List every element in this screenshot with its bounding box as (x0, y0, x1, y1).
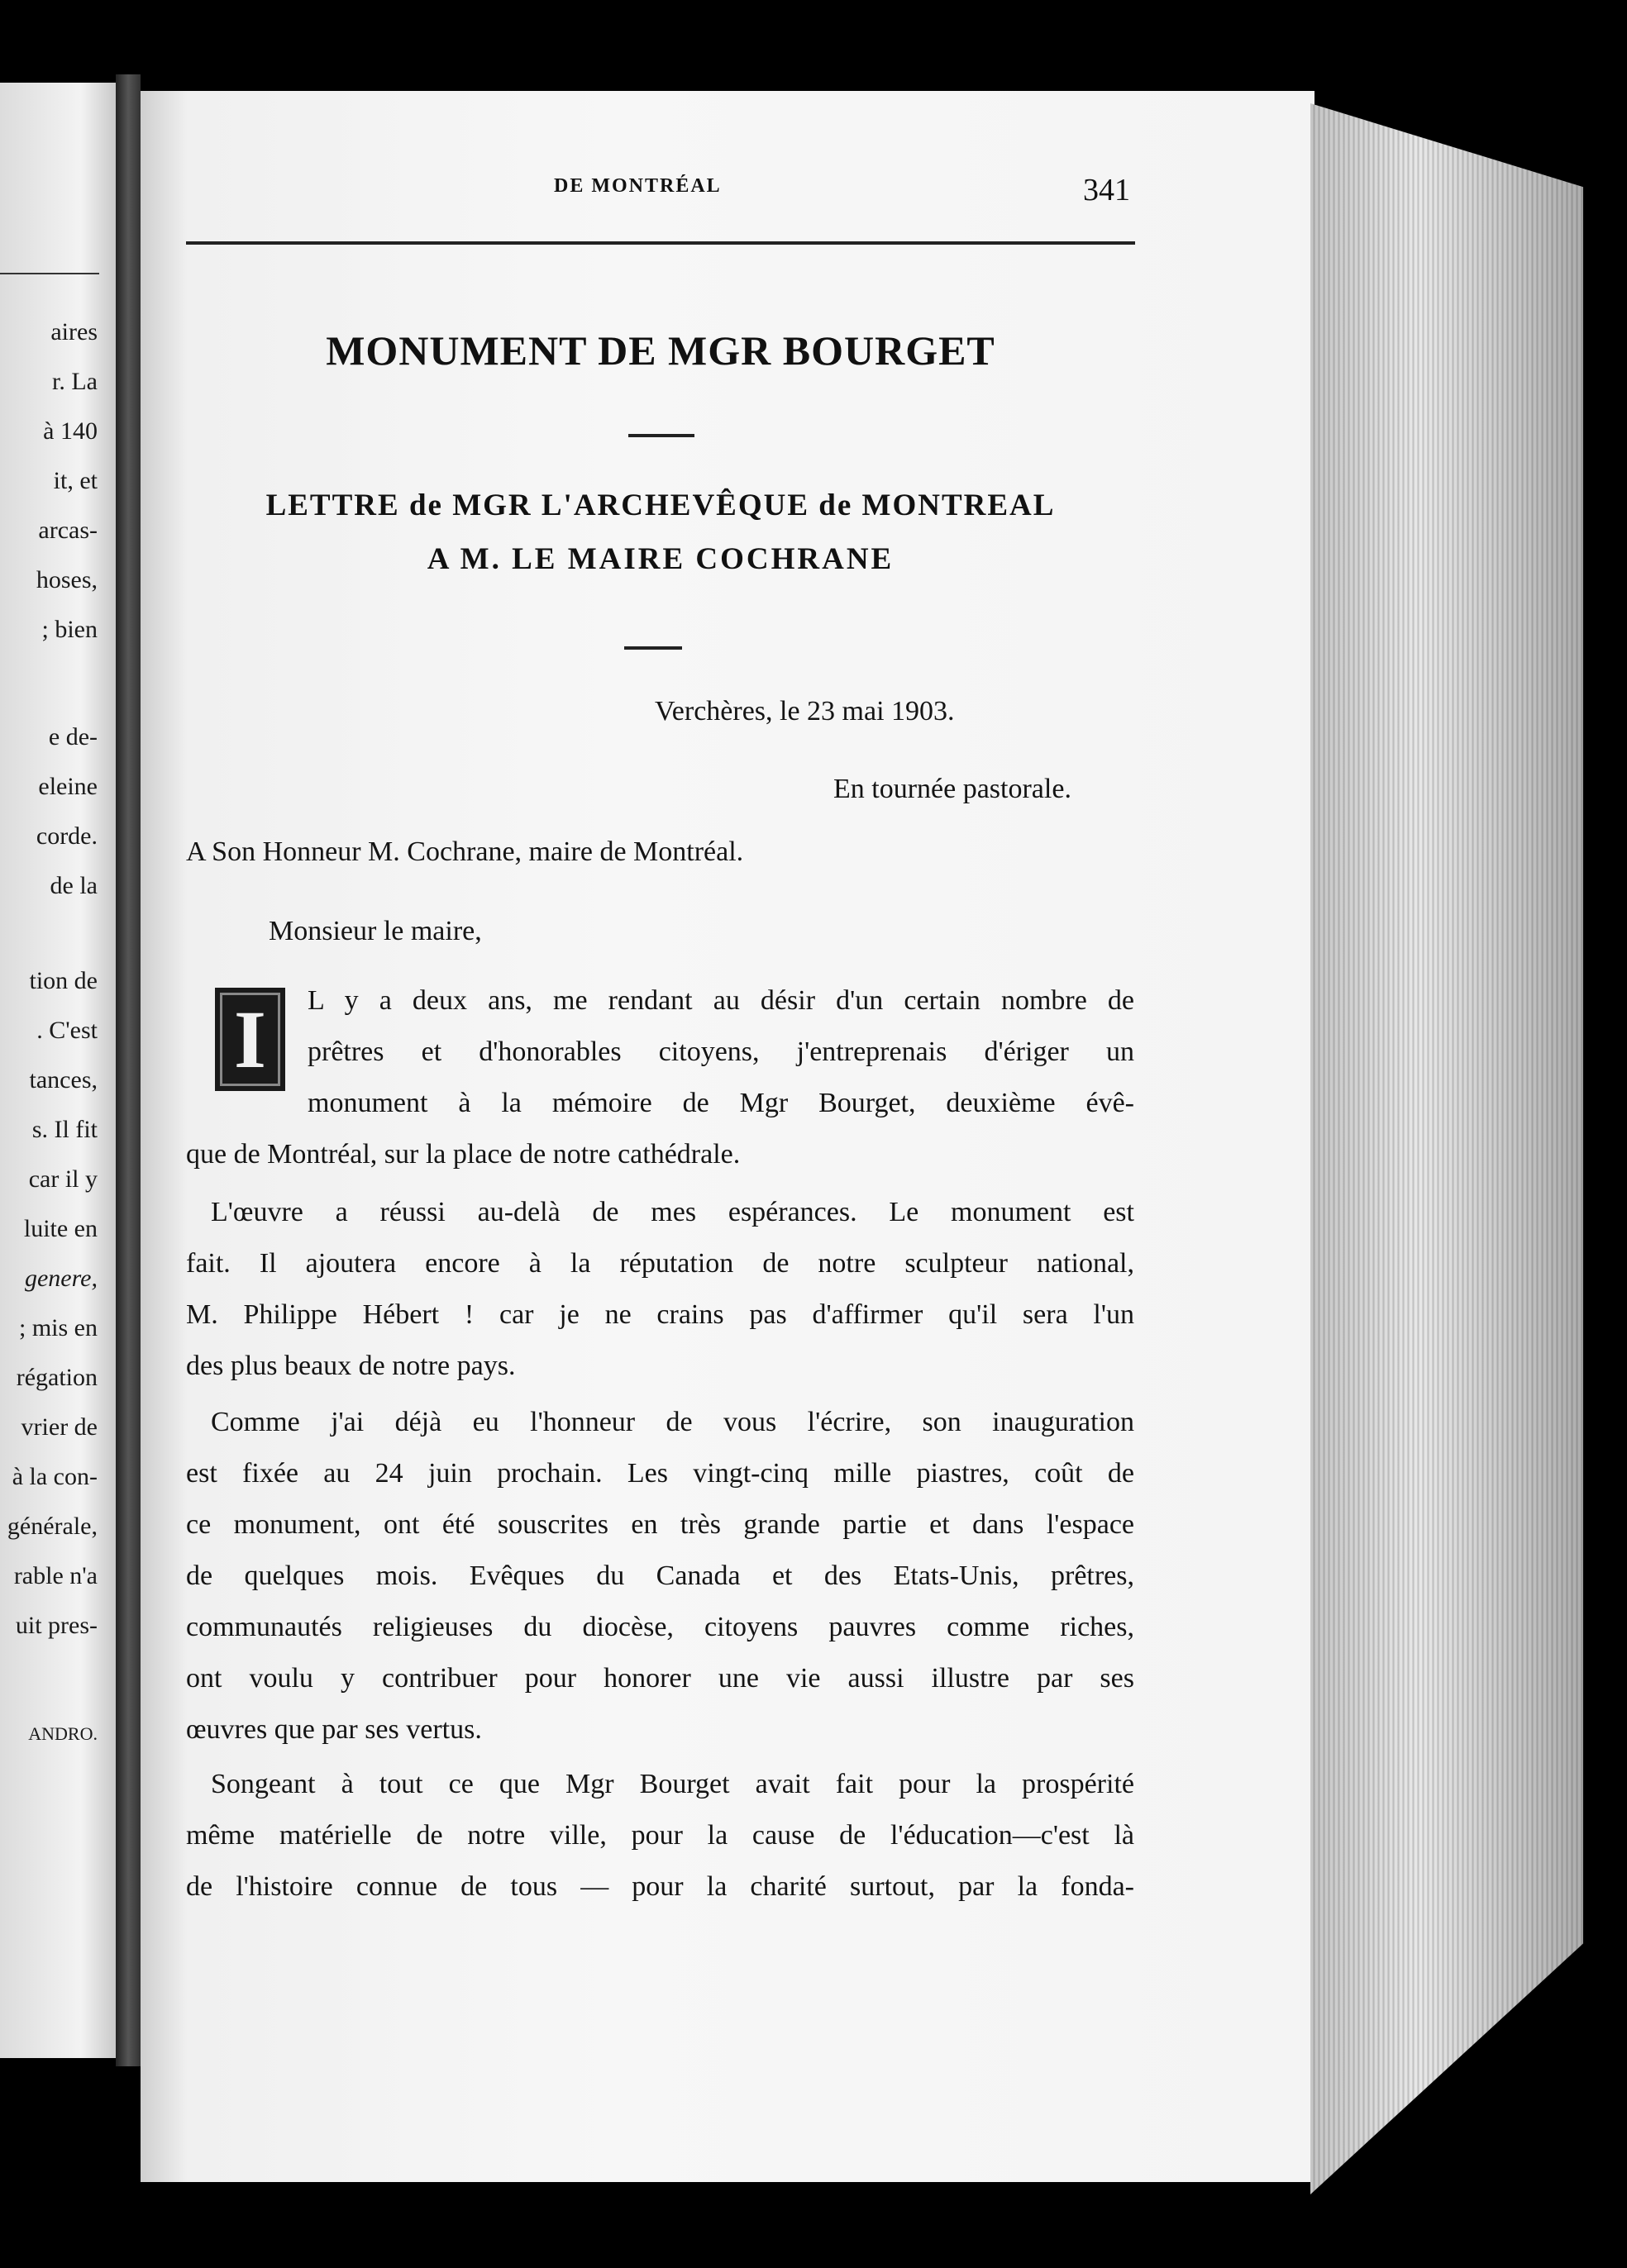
body-line: œuvres que par ses vertus. (186, 1714, 482, 1745)
book-gutter (116, 74, 141, 2066)
body-line: M. Philippe Hébert ! car je ne crains pas d'affirmer qu'il sera l'un (186, 1299, 1134, 1330)
article-subtitle-line-2: A M. LE MAIRE COCHRANE (427, 542, 895, 576)
left-page-line: aires (50, 318, 98, 345)
subtitle-separator (624, 646, 682, 650)
left-page-line: à 140 (43, 417, 98, 445)
drop-cap: I (215, 988, 285, 1091)
body-line: L y a deux ans, me rendant au désir d'un certain nombre de (308, 985, 1134, 1016)
body-line: de quelques mois. Evêques du Canada et des Etats-Unis, prêtres, (186, 1560, 1134, 1591)
left-page-line: générale, (7, 1513, 98, 1540)
place-date: Verchères, le 23 mai 1903. (655, 696, 955, 727)
left-page-line: ; bien (41, 616, 98, 643)
article-subtitle-line-1: LETTRE de MGR L'ARCHEVÊQUE de MONTREAL (265, 488, 1056, 522)
header-rule (186, 241, 1135, 245)
left-page-line: rable n'a (13, 1562, 98, 1589)
left-page-line: hoses, (36, 566, 98, 593)
addressee: A Son Honneur M. Cochrane, maire de Montréal. (186, 836, 744, 867)
left-page-line: tances, (29, 1066, 98, 1094)
left-page-line: à la con- (12, 1463, 98, 1490)
left-page-rule (0, 273, 99, 274)
left-page-line: ANDRO. (28, 1723, 98, 1744)
left-page-line: e de- (48, 723, 98, 750)
left-page-line: régation (16, 1364, 98, 1391)
left-page-line: arcas- (38, 517, 98, 544)
left-page-line: tion de (29, 967, 98, 994)
body-line: prêtres et d'honorables citoyens, j'entreprenais d'ériger un (308, 1036, 1134, 1067)
left-page-line: luite en (23, 1215, 98, 1242)
body-line: est fixée au 24 juin prochain. Les vingt-cinq mille piastres, coût de (186, 1458, 1134, 1489)
body-line: fait. Il ajoutera encore à la réputation de notre sculpteur national, (186, 1248, 1134, 1279)
page-edges-shadow (1310, 103, 1583, 2194)
body-line: communautés religieuses du diocèse, citoyens pauvres comme riches, (186, 1612, 1134, 1642)
salutation: Monsieur le maire, (269, 916, 482, 946)
body-line: monument à la mémoire de Mgr Bourget, deuxième évê- (308, 1088, 1134, 1118)
body-line: ce monument, ont été souscrites en très grande partie et dans l'espace (186, 1509, 1134, 1540)
left-page-line: de la (50, 872, 98, 899)
left-page-line: uit pres- (15, 1612, 98, 1639)
running-header: DE MONTRÉAL (554, 175, 722, 197)
title-separator (628, 434, 694, 437)
body-line: ont voulu y contribuer pour honorer une vie aussi illustre par ses (186, 1663, 1134, 1694)
body-line: Songeant à tout ce que Mgr Bourget avait fait pour la prospérité (211, 1769, 1134, 1799)
left-page-line: r. La (52, 368, 98, 395)
body-line: des plus beaux de notre pays. (186, 1351, 516, 1381)
left-page-fragment (0, 83, 116, 2058)
context-line: En tournée pastorale. (833, 774, 1071, 804)
left-page-line: car il y (28, 1165, 98, 1193)
body-line: même matérielle de notre ville, pour la cause de l'éducation—c'est là (186, 1820, 1134, 1851)
left-page-line: eleine (38, 773, 98, 800)
left-page-line: . C'est (36, 1017, 98, 1044)
left-page-line: ; mis en (19, 1314, 98, 1341)
body-line: Comme j'ai déjà eu l'honneur de vous l'écrire, son inauguration (211, 1407, 1134, 1437)
left-page-line: s. Il fit (31, 1116, 98, 1143)
body-line: L'œuvre a réussi au-delà de mes espérances. Le monument est (211, 1197, 1134, 1227)
left-page-line: it, et (53, 467, 98, 494)
left-page-line: vrier de (21, 1413, 98, 1441)
body-line: de l'histoire connue de tous — pour la charité surtout, par la fonda- (186, 1871, 1134, 1902)
left-page-line: corde. (36, 822, 98, 850)
page-number: 341 (1083, 173, 1130, 207)
article-title: MONUMENT DE MGR BOURGET (326, 327, 995, 374)
left-page-line: genere, (24, 1265, 98, 1292)
body-line: que de Montréal, sur la place de notre cathédrale. (186, 1139, 741, 1170)
right-page (141, 91, 1314, 2182)
